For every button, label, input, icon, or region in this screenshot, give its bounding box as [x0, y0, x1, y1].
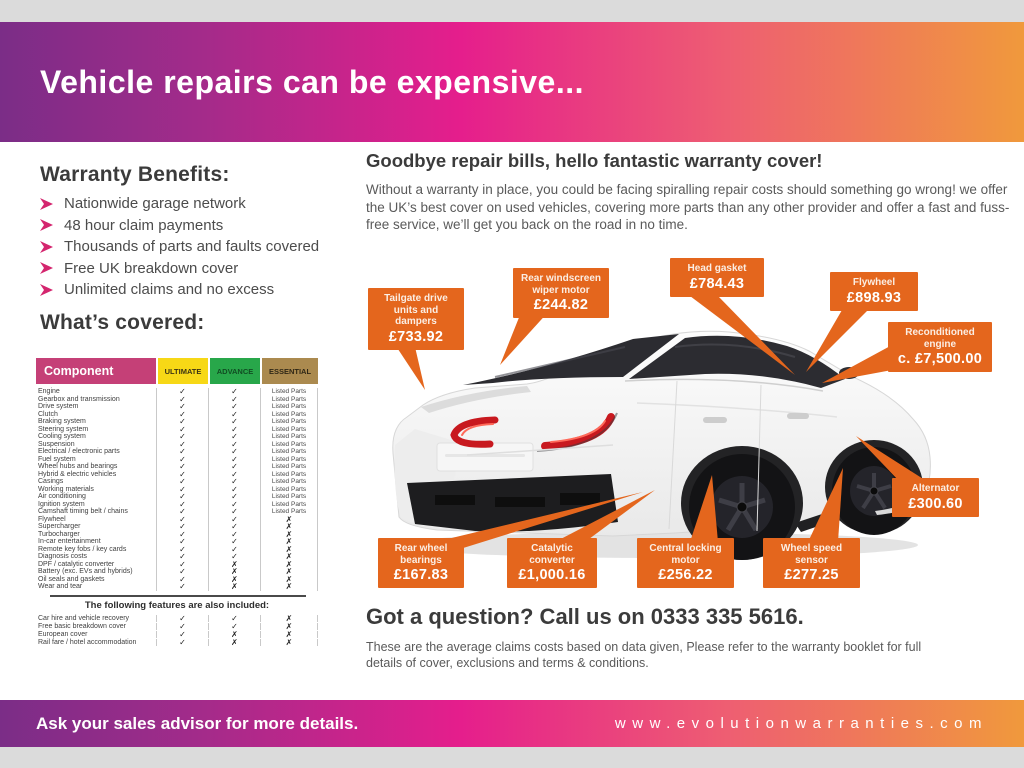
benefit-label: 48 hour claim payments [64, 216, 224, 234]
check-mark: ✓ [156, 546, 208, 554]
check-mark: ✓ [208, 523, 260, 531]
listed-parts-cell: Listed Parts [260, 426, 318, 434]
listed-parts-cell: Listed Parts [260, 441, 318, 449]
check-mark: ✓ [208, 508, 260, 516]
cross-mark: ✗ [260, 623, 318, 631]
table-row [36, 471, 318, 479]
table-row [36, 478, 318, 486]
benefit-item [40, 258, 319, 280]
check-mark: ✓ [156, 516, 208, 524]
callout-head-gasket [670, 258, 764, 297]
callout-alternator [892, 478, 979, 517]
arrow-bullet-icon [40, 219, 53, 231]
callout-label: Catalytic converter [529, 543, 575, 566]
check-mark: ✓ [208, 501, 260, 509]
table-row [36, 463, 318, 471]
table-row [36, 615, 318, 623]
check-mark: ✓ [156, 631, 208, 639]
callout-label: Alternator [911, 483, 960, 494]
component-name: Working materials [38, 485, 94, 493]
arrow-bullet-icon [40, 262, 53, 274]
column-header-ultimate: ULTIMATE [156, 358, 208, 384]
check-mark: ✓ [156, 456, 208, 464]
table-row [36, 561, 318, 569]
component-name: Steering system [38, 425, 89, 433]
check-mark: ✓ [156, 523, 208, 531]
listed-parts-cell: Listed Parts [260, 493, 318, 501]
callout-rear-wiper [513, 268, 609, 318]
arrow-bullet-icon [40, 284, 53, 296]
callout-price: £898.93 [846, 289, 902, 306]
check-mark: ✓ [156, 396, 208, 404]
table-row [36, 388, 318, 396]
check-mark: ✓ [208, 531, 260, 539]
callout-price: £256.22 [658, 567, 713, 583]
table-row [36, 501, 318, 509]
component-name: Rail fare / hotel accommodation [38, 638, 137, 646]
callout-rear-wheel-bearings [378, 538, 464, 588]
benefit-item [40, 215, 319, 237]
check-mark: ✓ [208, 426, 260, 434]
table-row [36, 538, 318, 546]
check-mark: ✓ [208, 486, 260, 494]
callout-catalytic-converter [507, 538, 597, 588]
callout-price: £1,000.16 [518, 567, 586, 583]
cross-mark: ✗ [208, 561, 260, 569]
check-mark: ✓ [208, 396, 260, 404]
cross-mark: ✗ [260, 553, 318, 561]
table-row [36, 486, 318, 494]
cross-mark: ✗ [260, 576, 318, 584]
check-mark: ✓ [156, 388, 208, 396]
component-name: Battery (exc. EVs and hybrids) [38, 568, 133, 575]
check-mark: ✓ [208, 623, 260, 631]
cross-mark: ✗ [260, 523, 318, 531]
benefits-title: Warranty Benefits: [40, 163, 230, 186]
listed-parts-cell: Listed Parts [260, 418, 318, 426]
check-mark: ✓ [208, 538, 260, 546]
component-name: Clutch [38, 410, 58, 418]
callout-label: Rear windscreen wiper motor [520, 273, 602, 296]
listed-parts-cell: Listed Parts [260, 456, 318, 464]
callout-label: Central locking motor [649, 543, 722, 566]
check-mark: ✓ [208, 471, 260, 479]
listed-parts-cell: Listed Parts [260, 396, 318, 404]
footer-advice-text: Ask your sales advisor for more details. [36, 713, 359, 733]
check-mark: ✓ [156, 411, 208, 419]
component-name: DPF / catalytic converter [38, 560, 115, 568]
check-mark: ✓ [156, 568, 208, 576]
check-mark: ✓ [156, 583, 208, 591]
component-name: Drive system [38, 403, 79, 410]
table-row [36, 426, 318, 434]
cross-mark: ✗ [260, 639, 318, 647]
benefit-label: Unlimited claims and no excess [64, 281, 275, 299]
callout-price: £300.60 [908, 495, 963, 512]
cross-mark: ✗ [260, 538, 318, 546]
check-mark: ✓ [208, 411, 260, 419]
arrow-bullet-icon [40, 198, 53, 210]
table-row [36, 576, 318, 584]
check-mark: ✓ [208, 403, 260, 411]
table-row [36, 639, 318, 647]
check-mark: ✓ [208, 456, 260, 464]
component-name: Remote key fobs / key cards [38, 545, 127, 553]
table-row [36, 433, 318, 441]
table-row [36, 531, 318, 539]
features-title: The following features are also included: [84, 599, 270, 611]
right-headline: Goodbye repair bills, hello fantastic warranty cover! [366, 150, 823, 171]
listed-parts-cell: Listed Parts [260, 433, 318, 441]
callout-flywheel [830, 272, 918, 311]
listed-parts-cell: Listed Parts [260, 448, 318, 456]
table-row [36, 493, 318, 501]
check-mark: ✓ [156, 493, 208, 501]
cross-mark: ✗ [208, 568, 260, 576]
component-name: Free basic breakdown cover [38, 622, 126, 630]
cross-mark: ✗ [260, 516, 318, 524]
check-mark: ✓ [156, 508, 208, 516]
coverage-table [36, 358, 318, 647]
disclaimer-text: These are the average claims costs based on data given, Please refer to the warranty booklet for full details of cover, exclusions and terms & conditions. [366, 640, 922, 670]
cross-mark: ✗ [208, 631, 260, 639]
check-mark: ✓ [156, 576, 208, 584]
arrow-bullet-icon [40, 241, 53, 253]
benefit-label: Free UK breakdown cover [64, 259, 239, 277]
column-header-essential: ESSENTIAL [260, 358, 318, 384]
callout-label: Rear wheel bearings [394, 543, 448, 566]
table-row [36, 441, 318, 449]
callout-label: Head gasket [687, 263, 747, 274]
component-name: Electrical / electronic parts [38, 448, 120, 455]
table-row [36, 516, 318, 524]
check-mark: ✓ [156, 403, 208, 411]
cross-mark: ✗ [260, 583, 318, 591]
component-name: Camshaft timing belt / chains [38, 508, 128, 515]
listed-parts-cell: Listed Parts [260, 388, 318, 396]
check-mark: ✓ [156, 501, 208, 509]
check-mark: ✓ [156, 448, 208, 456]
table-row [36, 546, 318, 554]
check-mark: ✓ [156, 471, 208, 479]
component-name: Fuel system [38, 455, 76, 463]
covered-title: What’s covered: [40, 311, 205, 334]
cross-mark: ✗ [260, 568, 318, 576]
website-url: www.evolutionwarranties.com [614, 715, 988, 732]
component-name: Wear and tear [38, 583, 83, 590]
callout-wheel-speed-sensor [763, 538, 860, 588]
component-name: Suspension [38, 440, 75, 448]
check-mark: ✓ [208, 546, 260, 554]
component-name: Engine [38, 388, 60, 395]
bottom-banner [0, 700, 1024, 747]
listed-parts-cell: Listed Parts [260, 463, 318, 471]
component-name: Car hire and vehicle recovery [38, 614, 130, 622]
column-header-advance: ADVANCE [208, 358, 260, 384]
table-row [36, 418, 318, 426]
check-mark: ✓ [208, 478, 260, 486]
component-name: Braking system [38, 418, 86, 425]
cross-mark: ✗ [260, 531, 318, 539]
benefit-label: Thousands of parts and faults covered [64, 238, 320, 256]
component-name: Flywheel [38, 515, 66, 523]
check-mark: ✓ [208, 493, 260, 501]
check-mark: ✓ [156, 441, 208, 449]
component-name: Gearbox and transmission [38, 395, 120, 403]
listed-parts-cell: Listed Parts [260, 403, 318, 411]
check-mark: ✓ [156, 478, 208, 486]
listed-parts-cell: Listed Parts [260, 486, 318, 494]
component-name: Air conditioning [38, 493, 86, 500]
table-row [36, 508, 318, 516]
cross-mark: ✗ [208, 583, 260, 591]
table-row [36, 396, 318, 404]
listed-parts-cell: Listed Parts [260, 478, 318, 486]
check-mark: ✓ [156, 418, 208, 426]
benefit-item [40, 193, 319, 215]
check-mark: ✓ [156, 639, 208, 647]
table-row [36, 553, 318, 561]
column-header-component: Component [36, 358, 156, 384]
component-name: European cover [38, 630, 88, 638]
callout-price: £277.25 [784, 567, 839, 583]
coverage-table-body [36, 388, 318, 591]
cross-mark: ✗ [260, 546, 318, 554]
table-row [36, 523, 318, 531]
callout-price: c. £7,500.00 [897, 351, 983, 367]
component-name: In-car entertainment [38, 538, 101, 545]
check-mark: ✓ [208, 433, 260, 441]
check-mark: ✓ [208, 615, 260, 623]
component-name: Hybrid & electric vehicles [38, 470, 117, 478]
check-mark: ✓ [156, 553, 208, 561]
check-mark: ✓ [156, 538, 208, 546]
benefits-list [40, 193, 319, 301]
benefit-label: Nationwide garage network [64, 195, 246, 213]
features-table-body [36, 615, 318, 647]
check-mark: ✓ [156, 615, 208, 623]
listed-parts-cell: Listed Parts [260, 508, 318, 516]
callout-price: £167.83 [393, 567, 449, 583]
component-name: Supercharger [38, 523, 81, 530]
car-graphic-area [360, 250, 1010, 600]
top-banner [0, 22, 1024, 142]
callout-price: £733.92 [388, 328, 444, 345]
check-mark: ✓ [208, 463, 260, 471]
coverage-table-header [36, 358, 318, 384]
callout-price: £784.43 [689, 275, 745, 292]
benefit-item [40, 279, 319, 301]
table-row [36, 411, 318, 419]
cross-mark: ✗ [208, 639, 260, 647]
listed-parts-cell: Listed Parts [260, 411, 318, 419]
table-row [36, 568, 318, 576]
cross-mark: ✗ [260, 631, 318, 639]
component-name: Wheel hubs and bearings [38, 463, 118, 470]
component-name: Ignition system [38, 500, 85, 508]
check-mark: ✓ [208, 441, 260, 449]
check-mark: ✓ [156, 463, 208, 471]
component-name: Casings [38, 478, 64, 485]
table-row [36, 623, 318, 631]
intro-paragraph: Without a warranty in place, you could be facing spiralling repair costs should something go wrong! we offer the UK’s best cover on used vehicles, covering more parts than any other provider and offer a fast and fuss-free service, we’ll get you back on the road in no time. [366, 182, 1010, 232]
check-mark: ✓ [208, 448, 260, 456]
check-mark: ✓ [208, 418, 260, 426]
callout-tailgate [368, 288, 464, 350]
callout-label: Flywheel [852, 277, 896, 288]
check-mark: ✓ [156, 561, 208, 569]
component-name: Turbocharger [38, 530, 80, 538]
callout-label: Wheel speed sensor [780, 543, 843, 566]
component-name: Oil seals and gaskets [38, 575, 105, 583]
check-mark: ✓ [208, 516, 260, 524]
check-mark: ✓ [156, 486, 208, 494]
check-mark: ✓ [156, 623, 208, 631]
check-mark: ✓ [208, 388, 260, 396]
cross-mark: ✗ [260, 561, 318, 569]
callout-label: Tailgate drive units and dampers [384, 293, 448, 327]
check-mark: ✓ [156, 426, 208, 434]
table-row [36, 456, 318, 464]
listed-parts-cell: Listed Parts [260, 471, 318, 479]
callout-label: Reconditioned engine [905, 327, 975, 350]
benefit-item [40, 236, 319, 258]
table-row [36, 403, 318, 411]
check-mark: ✓ [156, 433, 208, 441]
table-row [36, 583, 318, 591]
cross-mark: ✗ [260, 615, 318, 623]
listed-parts-cell: Listed Parts [260, 501, 318, 509]
table-row [36, 448, 318, 456]
check-mark: ✓ [156, 531, 208, 539]
main-headline: Vehicle repairs can be expensive... [40, 63, 585, 100]
callout-engine [888, 322, 992, 372]
callout-price: £244.82 [533, 297, 589, 313]
callout-central-locking [637, 538, 734, 588]
question-heading: Got a question? Call us on 0333 335 5616. [366, 604, 804, 629]
component-name: Diagnosis costs [38, 553, 88, 560]
table-row [36, 631, 318, 639]
component-name: Cooling system [38, 433, 86, 440]
cross-mark: ✗ [208, 576, 260, 584]
check-mark: ✓ [208, 553, 260, 561]
